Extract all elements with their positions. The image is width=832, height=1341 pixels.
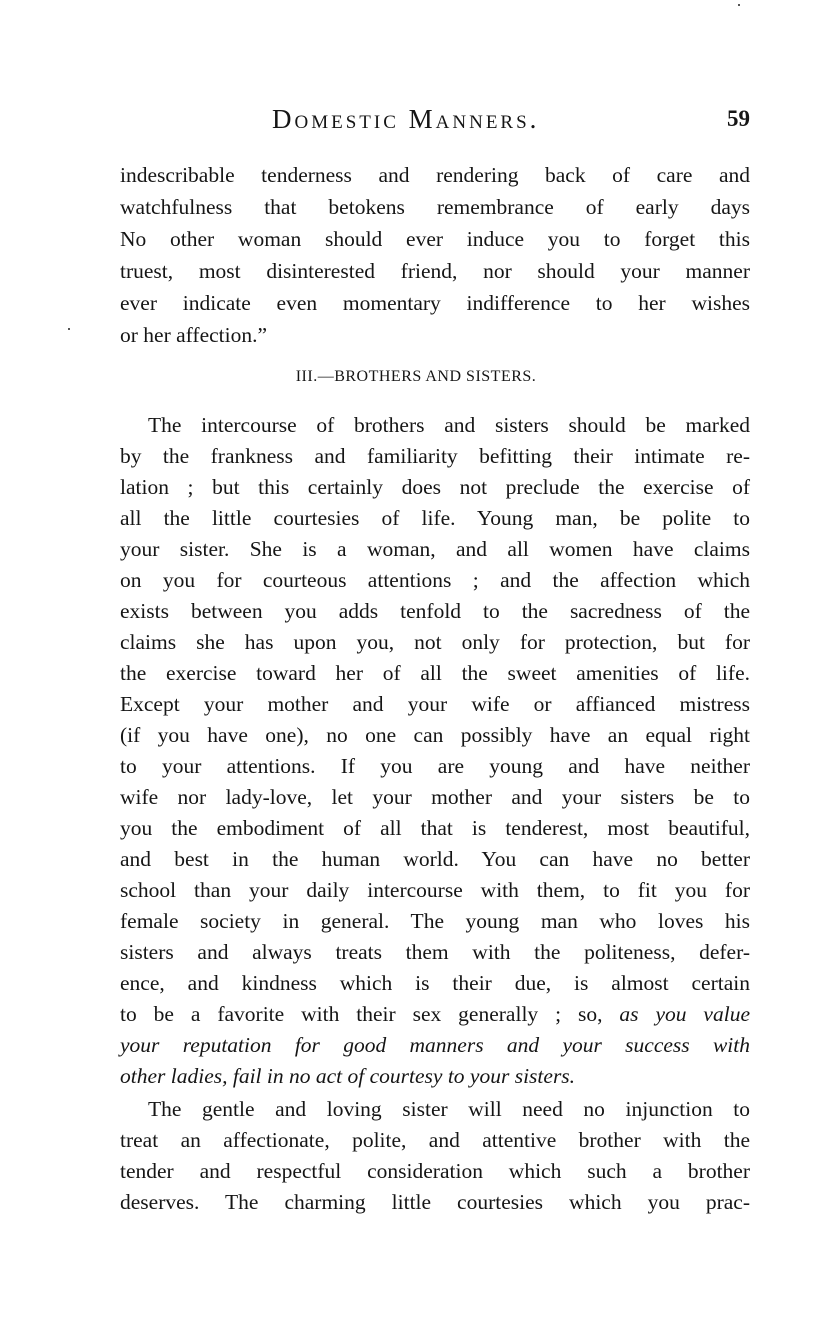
text-line [120, 999, 750, 1030]
text-line: lation ; but this certainly does not preclude the exercise of [120, 475, 750, 499]
text-line: school than your daily intercourse with them, to fit you for [120, 878, 750, 902]
italic-text-line: your reputation for good manners and your success with [120, 1033, 750, 1057]
text-line: and best in the human world. You can have no better [120, 847, 750, 871]
text-line: all the little courtesies of life. Young man, be polite to [120, 506, 750, 530]
italic-text-span: as you value [619, 1002, 750, 1026]
text-line: to your attentions. If you are young and have neither [120, 754, 750, 778]
text-line: on you for courteous attentions ; and the affection which [120, 568, 750, 592]
scan-speck [738, 4, 740, 6]
text-line: The intercourse of brothers and sisters should be marked [148, 413, 750, 437]
text-line: by the frankness and familiarity befitting their intimate re- [120, 444, 750, 468]
text-line: The gentle and loving sister will need no injunction to [148, 1097, 750, 1121]
page-number: 59 [727, 106, 750, 131]
scan-speck [68, 328, 70, 330]
text-line: Except your mother and your wife or affianced mistress [120, 692, 750, 716]
text-line: your sister. She is a woman, and all women have claims [120, 537, 750, 561]
text-line: exists between you adds tenfold to the sacredness of the [120, 599, 750, 623]
text-line: ever indicate even momentary indifference to her wishes [120, 291, 750, 315]
text-line: No other woman should ever induce you to forget this [120, 227, 750, 251]
text-line: wife nor lady-love, let your mother and your sisters be to [120, 785, 750, 809]
running-title: Domestic Manners. [272, 104, 540, 134]
text-line: deserves. The charming little courtesies which you prac- [120, 1190, 750, 1214]
italic-text-line: other ladies, fail in no act of courtesy to your sisters. [120, 1064, 576, 1088]
text-line: treat an affectionate, polite, and attentive brother with the [120, 1128, 750, 1152]
text-line: truest, most disinterested friend, nor should your manner [120, 259, 750, 283]
text-line: or her affection.” [120, 323, 268, 347]
section-heading: III.—BROTHERS AND SISTERS. [295, 368, 537, 385]
text-line: watchfulness that betokens remembrance of early days [120, 195, 750, 219]
text-line: claims she has upon you, not only for protection, but for [120, 630, 750, 654]
text-line: sisters and always treats them with the politeness, defer- [120, 940, 750, 964]
text-line: female society in general. The young man who loves his [120, 909, 750, 933]
text-line: (if you have one), no one can possibly have an equal right [120, 723, 750, 747]
page-header [114, 104, 750, 140]
text-span: to be a favorite with their sex generally ; so, [120, 1002, 620, 1026]
text-line: indescribable tenderness and rendering back of care and [120, 163, 750, 187]
text-line: tender and respectful consideration which such a brother [120, 1159, 750, 1183]
text-line: the exercise toward her of all the sweet amenities of life. [120, 661, 750, 685]
text-line: ence, and kindness which is their due, is almost certain [120, 971, 750, 995]
text-line: you the embodiment of all that is tenderest, most beautiful, [120, 816, 750, 840]
